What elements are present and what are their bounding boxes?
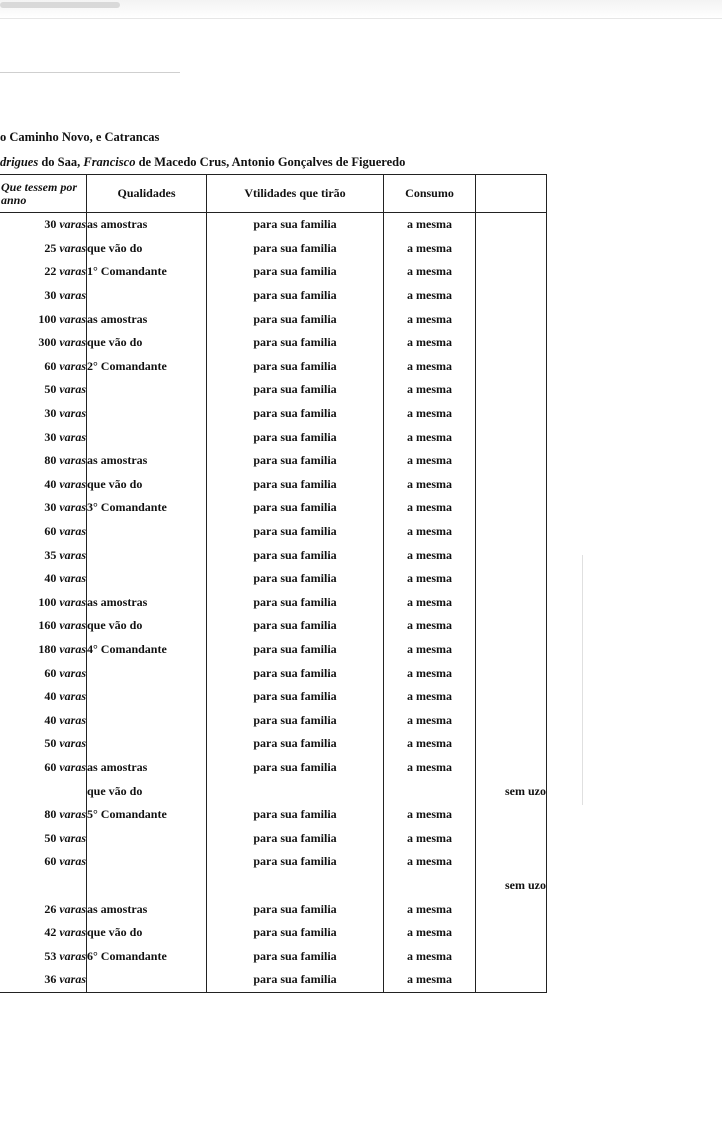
utility-cell: para sua familia	[207, 897, 384, 921]
column-header-notes	[476, 175, 547, 213]
quantity-cell	[0, 944, 87, 968]
quantity-cell	[0, 520, 87, 544]
utility-cell: para sua familia	[207, 826, 384, 850]
quantity-number: 60	[44, 358, 60, 373]
quantity-unit: varas	[59, 972, 86, 987]
quantity-number: 80	[44, 453, 60, 468]
consumption-cell: a mesma	[384, 331, 476, 355]
consumption-cell: a mesma	[384, 284, 476, 308]
utility-cell: para sua familia	[207, 402, 384, 426]
utility-cell: para sua familia	[207, 921, 384, 945]
quantity-number: 30	[44, 406, 60, 421]
quantity-cell	[0, 331, 87, 355]
quantity-unit: varas	[59, 689, 86, 704]
quantity-cell	[0, 402, 87, 426]
utility-cell: para sua familia	[207, 685, 384, 709]
table-row	[0, 543, 547, 567]
table-row	[0, 425, 547, 449]
quality-cell: que vão do	[87, 237, 207, 261]
note-cell	[476, 378, 547, 402]
consumption-cell: a mesma	[384, 803, 476, 827]
utility-cell: para sua familia	[207, 496, 384, 520]
utility-cell: para sua familia	[207, 944, 384, 968]
note-cell	[476, 543, 547, 567]
utility-cell: para sua familia	[207, 756, 384, 780]
consumption-cell: a mesma	[384, 756, 476, 780]
note-cell	[476, 591, 547, 615]
consumption-cell: a mesma	[384, 661, 476, 685]
utility-cell	[207, 779, 384, 803]
heading-italic-fragment: Francisco	[83, 155, 136, 169]
table-row	[0, 473, 547, 497]
quantity-unit: varas	[59, 217, 86, 232]
column-header-qualities: Qualidades	[87, 175, 207, 213]
quality-cell: as amostras	[87, 449, 207, 473]
consumption-cell: a mesma	[384, 449, 476, 473]
table-row	[0, 213, 547, 237]
quality-cell: que vão do	[87, 331, 207, 355]
note-cell	[476, 897, 547, 921]
utility-cell: para sua familia	[207, 378, 384, 402]
quantity-cell	[0, 591, 87, 615]
consumption-cell: a mesma	[384, 897, 476, 921]
note-cell	[476, 402, 547, 426]
utility-cell: para sua familia	[207, 473, 384, 497]
quantity-number: 50	[44, 382, 60, 397]
utility-cell: para sua familia	[207, 638, 384, 662]
quantity-unit: varas	[59, 665, 86, 680]
consumption-cell: a mesma	[384, 260, 476, 284]
utility-cell: para sua familia	[207, 425, 384, 449]
consumption-cell: a mesma	[384, 944, 476, 968]
quantity-number: 50	[44, 830, 60, 845]
quantity-number: 300	[38, 335, 60, 350]
quantity-number: 50	[44, 736, 60, 751]
consumption-cell: a mesma	[384, 425, 476, 449]
document-heading-line-1: o Caminho Novo, e Catrancas	[0, 130, 160, 144]
quantity-unit: varas	[59, 335, 86, 350]
consumption-cell: a mesma	[384, 402, 476, 426]
note-cell	[476, 708, 547, 732]
quality-cell	[87, 685, 207, 709]
utility-cell	[207, 874, 384, 898]
note-cell	[476, 473, 547, 497]
utility-cell: para sua familia	[207, 543, 384, 567]
quality-cell: 5° Comandante	[87, 803, 207, 827]
table-row	[0, 850, 547, 874]
quality-cell: as amostras	[87, 897, 207, 921]
table-row	[0, 260, 547, 284]
quantity-number: 100	[38, 311, 60, 326]
table-row	[0, 708, 547, 732]
consumption-cell	[384, 779, 476, 803]
quantity-cell	[0, 425, 87, 449]
quantity-number: 26	[44, 901, 60, 916]
utility-cell: para sua familia	[207, 449, 384, 473]
quantity-cell	[0, 496, 87, 520]
quality-cell: 6° Comandante	[87, 944, 207, 968]
consumption-cell: a mesma	[384, 685, 476, 709]
document-heading-line-2	[0, 155, 405, 170]
table-row	[0, 378, 547, 402]
table-row	[0, 921, 547, 945]
table-header-row	[0, 175, 547, 213]
table-row	[0, 661, 547, 685]
quantity-cell	[0, 921, 87, 945]
note-cell	[476, 449, 547, 473]
quantity-cell	[0, 614, 87, 638]
quality-cell: que vão do	[87, 473, 207, 497]
note-cell	[476, 213, 547, 237]
note-cell	[476, 826, 547, 850]
quantity-unit: varas	[59, 830, 86, 845]
consumption-cell: a mesma	[384, 567, 476, 591]
quantity-unit: varas	[59, 925, 86, 940]
quantity-cell	[0, 874, 87, 898]
quantity-number: 60	[44, 854, 60, 869]
quality-cell: 3° Comandante	[87, 496, 207, 520]
utility-cell: para sua familia	[207, 661, 384, 685]
note-cell	[476, 425, 547, 449]
table-row	[0, 237, 547, 261]
quality-cell: que vão do	[87, 614, 207, 638]
consumption-cell: a mesma	[384, 473, 476, 497]
quantity-unit: varas	[59, 547, 86, 562]
quality-cell	[87, 425, 207, 449]
ledger-body	[0, 213, 547, 993]
quantity-cell	[0, 779, 87, 803]
consumption-cell: a mesma	[384, 520, 476, 544]
table-row	[0, 638, 547, 662]
consumption-cell: a mesma	[384, 355, 476, 379]
quantity-unit: varas	[59, 641, 86, 656]
utility-cell: para sua familia	[207, 355, 384, 379]
table-row	[0, 685, 547, 709]
quantity-unit: varas	[59, 618, 86, 633]
table-row	[0, 897, 547, 921]
table-row	[0, 968, 547, 992]
column-header-utilities: Vtilidades que tirão	[207, 175, 384, 213]
quantity-cell	[0, 756, 87, 780]
note-cell	[476, 307, 547, 331]
column-header-quantity: Que tessem por anno	[0, 175, 87, 213]
note-cell	[476, 661, 547, 685]
quantity-number: 60	[44, 524, 60, 539]
quantity-number: 60	[44, 759, 60, 774]
scan-line-mark	[0, 72, 180, 73]
utility-cell: para sua familia	[207, 260, 384, 284]
note-cell	[476, 284, 547, 308]
quantity-cell	[0, 968, 87, 992]
quantity-unit: varas	[59, 571, 86, 586]
column-header-consumption: Consumo	[384, 175, 476, 213]
quantity-number: 180	[38, 641, 60, 656]
quantity-unit: varas	[59, 854, 86, 869]
table-row	[0, 355, 547, 379]
quality-cell: as amostras	[87, 307, 207, 331]
quantity-number: 35	[44, 547, 60, 562]
quantity-unit: varas	[59, 453, 86, 468]
quantity-number: 40	[44, 689, 60, 704]
table-row	[0, 803, 547, 827]
table-row	[0, 331, 547, 355]
table-row	[0, 591, 547, 615]
quantity-unit: varas	[59, 406, 86, 421]
quantity-unit: varas	[59, 240, 86, 255]
table-row	[0, 756, 547, 780]
table-row	[0, 944, 547, 968]
quality-cell	[87, 661, 207, 685]
quality-cell	[87, 543, 207, 567]
note-cell	[476, 944, 547, 968]
utility-cell: para sua familia	[207, 213, 384, 237]
quality-cell: 4° Comandante	[87, 638, 207, 662]
consumption-cell: a mesma	[384, 708, 476, 732]
quantity-unit: varas	[59, 264, 86, 279]
quality-cell	[87, 826, 207, 850]
quantity-cell	[0, 473, 87, 497]
table-row	[0, 520, 547, 544]
quality-cell	[87, 708, 207, 732]
quantity-unit: varas	[59, 594, 86, 609]
quantity-unit: varas	[59, 382, 86, 397]
note-cell	[476, 496, 547, 520]
quantity-cell	[0, 826, 87, 850]
quantity-cell	[0, 355, 87, 379]
heading-fragment: de Macedo Crus, Antonio Gonçalves de Figueredo	[135, 155, 406, 169]
quantity-number: 100	[38, 594, 60, 609]
quantity-number: 80	[44, 807, 60, 822]
quantity-cell	[0, 850, 87, 874]
quantity-number: 22	[44, 264, 60, 279]
note-cell	[476, 567, 547, 591]
table-row	[0, 496, 547, 520]
note-cell	[476, 355, 547, 379]
quality-cell: que vão do	[87, 921, 207, 945]
note-cell	[476, 732, 547, 756]
quality-cell	[87, 378, 207, 402]
quantity-cell	[0, 897, 87, 921]
note-cell	[476, 968, 547, 992]
quantity-cell	[0, 449, 87, 473]
consumption-cell	[384, 874, 476, 898]
scan-smudge	[0, 2, 120, 8]
quantity-unit: varas	[59, 524, 86, 539]
heading-fragment: do Saa,	[38, 155, 84, 169]
quantity-cell	[0, 732, 87, 756]
consumption-cell: a mesma	[384, 921, 476, 945]
quantity-cell	[0, 378, 87, 402]
utility-cell: para sua familia	[207, 331, 384, 355]
quantity-unit: varas	[59, 807, 86, 822]
quantity-unit: varas	[59, 500, 86, 515]
table-row	[0, 779, 547, 803]
note-cell	[476, 331, 547, 355]
quantity-unit: varas	[59, 311, 86, 326]
note-cell	[476, 520, 547, 544]
quantity-number: 40	[44, 476, 60, 491]
table-row	[0, 732, 547, 756]
consumption-cell: a mesma	[384, 732, 476, 756]
utility-cell: para sua familia	[207, 237, 384, 261]
note-cell	[476, 638, 547, 662]
utility-cell: para sua familia	[207, 732, 384, 756]
consumption-cell: a mesma	[384, 237, 476, 261]
consumption-cell: a mesma	[384, 614, 476, 638]
quantity-unit: varas	[59, 948, 86, 963]
quantity-cell	[0, 708, 87, 732]
note-cell	[476, 921, 547, 945]
consumption-cell: a mesma	[384, 496, 476, 520]
quantity-unit: varas	[59, 901, 86, 916]
quantity-number: 36	[44, 972, 60, 987]
quantity-cell	[0, 213, 87, 237]
quantity-cell	[0, 685, 87, 709]
ledger-table	[0, 174, 547, 993]
quantity-cell	[0, 567, 87, 591]
quantity-number: 42	[44, 925, 60, 940]
quantity-cell	[0, 260, 87, 284]
quality-cell: as amostras	[87, 213, 207, 237]
quality-cell	[87, 520, 207, 544]
note-cell	[476, 237, 547, 261]
quantity-cell	[0, 661, 87, 685]
quantity-number: 60	[44, 665, 60, 680]
table-row	[0, 284, 547, 308]
quantity-unit: varas	[59, 759, 86, 774]
utility-cell: para sua familia	[207, 850, 384, 874]
quantity-number: 25	[44, 240, 60, 255]
quantity-cell	[0, 803, 87, 827]
utility-cell: para sua familia	[207, 520, 384, 544]
utility-cell: para sua familia	[207, 614, 384, 638]
consumption-cell: a mesma	[384, 591, 476, 615]
quality-cell	[87, 874, 207, 898]
table-row	[0, 567, 547, 591]
quality-cell	[87, 850, 207, 874]
quality-cell: as amostras	[87, 756, 207, 780]
utility-cell: para sua familia	[207, 567, 384, 591]
quality-cell	[87, 567, 207, 591]
quality-cell: 1° Comandante	[87, 260, 207, 284]
note-cell: sem uzo	[476, 874, 547, 898]
quantity-number: 30	[44, 500, 60, 515]
quantity-unit: varas	[59, 476, 86, 491]
quantity-unit: varas	[59, 429, 86, 444]
quantity-unit: varas	[59, 288, 86, 303]
quantity-number: 40	[44, 712, 60, 727]
consumption-cell: a mesma	[384, 378, 476, 402]
quantity-cell	[0, 543, 87, 567]
quantity-number: 30	[44, 429, 60, 444]
quality-cell	[87, 402, 207, 426]
consumption-cell: a mesma	[384, 543, 476, 567]
consumption-cell: a mesma	[384, 968, 476, 992]
consumption-cell: a mesma	[384, 638, 476, 662]
quantity-number: 30	[44, 288, 60, 303]
table-row	[0, 614, 547, 638]
quality-cell	[87, 284, 207, 308]
scan-fold-mark	[582, 555, 583, 805]
quality-cell: 2° Comandante	[87, 355, 207, 379]
table-row	[0, 826, 547, 850]
quantity-unit: varas	[59, 736, 86, 751]
table-row	[0, 307, 547, 331]
consumption-cell: a mesma	[384, 213, 476, 237]
quantity-cell	[0, 284, 87, 308]
quantity-cell	[0, 237, 87, 261]
utility-cell: para sua familia	[207, 307, 384, 331]
quantity-number: 30	[44, 217, 60, 232]
utility-cell: para sua familia	[207, 708, 384, 732]
consumption-cell: a mesma	[384, 850, 476, 874]
table-row	[0, 449, 547, 473]
note-cell	[476, 614, 547, 638]
quantity-number: 160	[38, 618, 60, 633]
consumption-cell: a mesma	[384, 826, 476, 850]
table-row	[0, 874, 547, 898]
quantity-cell	[0, 638, 87, 662]
note-cell	[476, 850, 547, 874]
note-cell	[476, 803, 547, 827]
note-cell: sem uzo	[476, 779, 547, 803]
utility-cell: para sua familia	[207, 284, 384, 308]
quality-cell	[87, 968, 207, 992]
quality-cell	[87, 732, 207, 756]
heading-italic-fragment: drigues	[0, 155, 39, 169]
quantity-unit: varas	[59, 712, 86, 727]
quantity-number: 53	[44, 948, 60, 963]
utility-cell: para sua familia	[207, 803, 384, 827]
note-cell	[476, 260, 547, 284]
note-cell	[476, 756, 547, 780]
quantity-unit: varas	[59, 358, 86, 373]
utility-cell: para sua familia	[207, 591, 384, 615]
table-row	[0, 402, 547, 426]
utility-cell: para sua familia	[207, 968, 384, 992]
quantity-number: 40	[44, 571, 60, 586]
quality-cell: que vão do	[87, 779, 207, 803]
consumption-cell: a mesma	[384, 307, 476, 331]
note-cell	[476, 685, 547, 709]
quantity-cell	[0, 307, 87, 331]
quality-cell: as amostras	[87, 591, 207, 615]
